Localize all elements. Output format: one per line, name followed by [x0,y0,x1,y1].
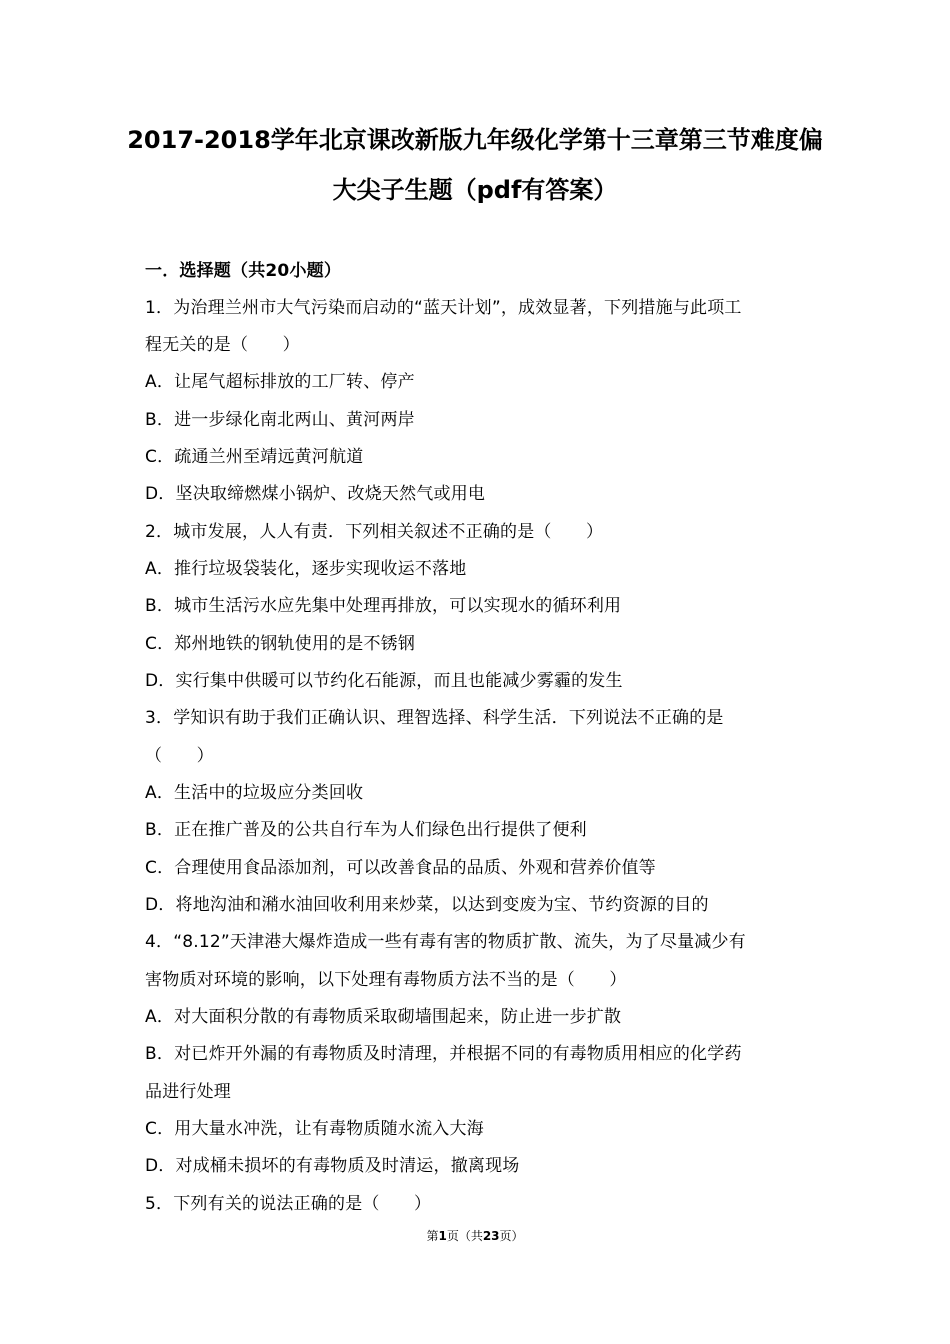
text-line: B．正在推广普及的公共自行车为人们绿色出行提供了便利 [145,820,587,840]
footer-prefix: 第 [426,1229,439,1243]
text-line: B．进一步绿化南北两山、黄河两岸 [145,410,415,430]
footer-page-number: 1 [438,1229,447,1243]
footer-suffix: 页） [499,1229,524,1243]
text-line: 5．下列有关的说法正确的是（ ） [145,1194,432,1214]
text-line: C．疏通兰州至靖远黄河航道 [145,447,364,467]
text-line: （ ） [145,746,214,766]
text-line: 害物质对环境的影响，以下处理有毒物质方法不当的是（ ） [145,970,627,990]
text-line: A．推行垃圾袋装化，逐步实现收运不落地 [145,559,467,579]
text-line: D．实行集中供暖可以节约化石能源，而且也能减少雾霾的发生 [145,671,623,691]
document-title-line-2: 大尖子生题（pdf有答案） [332,176,618,204]
text-line: 4．“8.12”天津港大爆炸造成一些有毒有害的物质扩散、流失，为了尽量减少有 [145,932,746,952]
text-line: A．生活中的垃圾应分类回收 [145,783,364,803]
text-line: B．城市生活污水应先集中处理再排放，可以实现水的循环利用 [145,596,622,616]
text-line: D．对成桶未损坏的有毒物质及时清运，撤离现场 [145,1156,520,1176]
text-line: D．将地沟油和潲水油回收利用来炒菜，以达到变废为宝、节约资源的目的 [145,895,709,915]
text-line: 1．为治理兰州市大气污染而启动的“蓝天计划”，成效显著，下列措施与此项工 [145,298,742,318]
text-line: C．用大量水冲洗，让有毒物质随水流入大海 [145,1119,484,1139]
footer-middle: 页（共 [446,1229,483,1243]
text-line: A．让尾气超标排放的工厂转、停产 [145,372,415,392]
text-line: 品进行处理 [145,1082,231,1102]
section-heading: 一．选择题（共20小题） [145,261,342,281]
text-line: 程无关的是（ ） [145,335,300,355]
text-line: 2．城市发展，人人有责．下列相关叙述不正确的是（ ） [145,522,604,542]
page-footer [0,1228,950,1244]
text-line: D．坚决取缔燃煤小锅炉、改烧天然气或用电 [145,484,486,504]
text-line: 3．学知识有助于我们正确认识、理智选择、科学生活．下列说法不正确的是 [145,708,724,728]
document-title-line-1: 2017-2018学年北京课改新版九年级化学第十三章第三节难度偏 [127,126,823,154]
footer-total-pages: 23 [482,1229,500,1243]
text-line: A．对大面积分散的有毒物质采取砌墙围起来，防止进一步扩散 [145,1007,622,1027]
text-line: C．郑州地铁的钢轨使用的是不锈钢 [145,634,416,654]
text-line: C．合理使用食品添加剂，可以改善食品的品质、外观和营养价值等 [145,858,656,878]
text-line: B．对已炸开外漏的有毒物质及时清理，并根据不同的有毒物质用相应的化学药 [145,1044,742,1064]
